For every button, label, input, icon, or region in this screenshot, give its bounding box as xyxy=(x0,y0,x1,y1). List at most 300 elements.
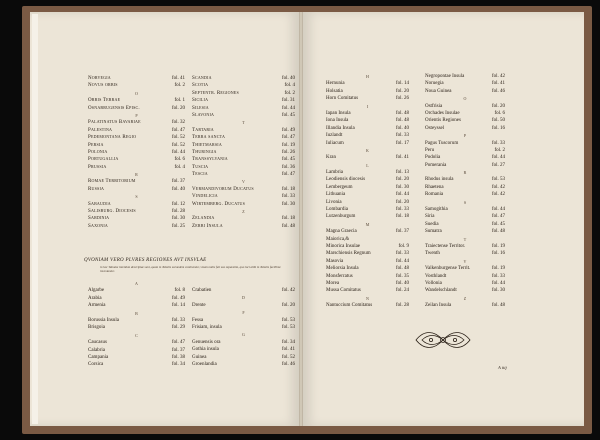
folio-number: fol. 33 xyxy=(491,140,505,146)
folio-number: fol. 45 xyxy=(281,157,295,163)
place-name: Polonia xyxy=(88,149,108,155)
index-entry xyxy=(192,354,295,361)
place-name: Romae Territorium xyxy=(88,179,136,185)
index-letter-heading: F xyxy=(242,310,245,316)
folio-number: fol. 47 xyxy=(281,172,295,178)
folio-number: fol. 42 xyxy=(281,288,295,293)
index-entry xyxy=(88,178,185,185)
index-entry xyxy=(88,215,185,222)
folio-number: fol. 52 xyxy=(171,135,185,141)
place-name: Iuzlandt xyxy=(326,133,343,139)
folio-number: fol. 38 xyxy=(171,354,185,360)
index-entry xyxy=(326,302,409,309)
place-name: Genuensis ora xyxy=(192,339,221,345)
folio-number: fol. 20 xyxy=(395,199,409,205)
folio-number: fol. 9 xyxy=(398,243,409,249)
index-entry xyxy=(192,223,295,230)
place-name: Septentr. Regiones xyxy=(192,90,239,96)
folio-number: fol. 8 xyxy=(174,288,185,294)
index-entry xyxy=(88,142,185,149)
index-letter-heading: O xyxy=(135,90,138,96)
place-name: Fessa xyxy=(192,317,204,323)
index-entry xyxy=(88,201,185,208)
index-entry xyxy=(88,295,185,302)
place-name: Osteyssel xyxy=(425,125,445,131)
folio-number: fol. 44 xyxy=(281,105,295,111)
index-entry xyxy=(192,215,295,222)
folio-number: fol. 33 xyxy=(395,133,409,139)
place-name: Sumatra xyxy=(425,229,442,235)
place-name: Iona Insula xyxy=(326,118,349,124)
folio-number: fol. 47 xyxy=(281,135,295,141)
place-name: Negropontae Insula xyxy=(425,74,465,79)
index-entry xyxy=(326,110,409,117)
folio-number: fol. 42 xyxy=(491,192,505,198)
folio-number: fol. 40 xyxy=(281,76,295,81)
index-entry xyxy=(88,223,185,230)
index-entry xyxy=(326,191,409,198)
folio-number: fol. 44 xyxy=(491,155,505,161)
index-entry xyxy=(192,75,295,82)
index-letter-heading: P xyxy=(463,133,467,139)
place-name: Guinea xyxy=(192,354,207,360)
index-entry xyxy=(192,105,295,112)
place-name: Palatinatus Bavariae xyxy=(88,120,141,126)
index-entry xyxy=(425,147,505,154)
place-name: Noua Guinea xyxy=(425,88,452,94)
folio-number: fol. 33 xyxy=(281,194,295,200)
index-entry xyxy=(88,208,185,215)
index-letter-heading: A xyxy=(135,281,138,286)
place-name: Arabia xyxy=(88,295,102,301)
folio-number: fol. 24 xyxy=(395,288,409,294)
folio-number: fol. 25 xyxy=(171,223,185,229)
place-name: Tescia xyxy=(192,172,208,178)
index-entry xyxy=(88,361,185,368)
folio-number: fol. 49 xyxy=(171,295,185,301)
place-name: Kran xyxy=(326,155,336,161)
index-column-left-bottom-1 xyxy=(88,280,185,369)
place-name: Novus orbis xyxy=(88,83,118,89)
index-entry xyxy=(88,82,185,89)
place-name: Corsica xyxy=(88,362,104,368)
index-entry xyxy=(192,361,295,368)
place-name: Saxonia xyxy=(88,223,108,229)
place-name: Slavonia xyxy=(192,112,215,118)
folio-number: fol. 34 xyxy=(281,339,295,345)
place-name: Osnabrugensis Episc. xyxy=(88,105,140,111)
place-name: Sardinia xyxy=(88,216,110,222)
folio-number: fol. 52 xyxy=(171,142,185,148)
index-entry xyxy=(425,140,505,147)
place-name: Silesia xyxy=(192,105,209,111)
index-entry xyxy=(425,88,505,95)
folio-number: fol. 44 xyxy=(395,192,409,198)
folio-number: fol. 31 xyxy=(281,98,295,104)
folio-number: fol. 45 xyxy=(491,221,505,227)
index-entry xyxy=(192,201,295,208)
ornament-vignette xyxy=(414,330,472,350)
folio-number: fol. 16 xyxy=(491,251,505,257)
book-gutter xyxy=(299,12,303,426)
folio-number: fol. 30 xyxy=(491,288,505,294)
place-name: Portugallia xyxy=(88,157,119,163)
index-entry xyxy=(88,127,185,134)
index-letter-heading: L xyxy=(366,162,369,168)
folio-number: fol. 4 xyxy=(174,164,185,170)
index-entry xyxy=(192,112,295,119)
place-name: Podolia xyxy=(425,155,441,161)
place-name: Vosthlandt xyxy=(425,273,447,279)
index-letter-heading: S xyxy=(135,194,138,200)
place-name: Lithuania xyxy=(326,192,346,198)
place-name: Brisgoia xyxy=(88,325,105,331)
index-entry xyxy=(88,324,185,331)
index-column-left-top-1 xyxy=(88,75,185,230)
place-name: Zeilan Insula xyxy=(425,303,452,309)
page-signature: A iiij xyxy=(498,365,507,370)
place-name: Thietmarsia xyxy=(192,142,222,148)
place-name: Valkenburgense Territ. xyxy=(425,266,471,272)
place-name: Gothia insula xyxy=(192,347,219,353)
index-entry xyxy=(192,287,295,294)
folio-number: fol. 44 xyxy=(395,258,409,264)
index-entry xyxy=(425,162,505,169)
index-letter-heading: R xyxy=(463,170,467,176)
place-name: Vindelicia xyxy=(192,194,218,200)
index-entry xyxy=(326,169,409,176)
place-name: Noruegia xyxy=(425,81,444,87)
index-entry xyxy=(326,206,409,213)
place-name: Zerbi Insula xyxy=(192,223,223,229)
folio-number: fol. 37 xyxy=(171,347,185,353)
folio-number: fol. 42 xyxy=(491,184,505,190)
index-entry xyxy=(192,302,295,309)
section-heading: QVONIAM VERO PLVRES REGIONES AVT INSVLAE xyxy=(84,258,207,263)
index-entry xyxy=(326,184,409,191)
index-entry xyxy=(192,127,295,134)
index-entry xyxy=(326,287,409,294)
folio-number: fol. 4 xyxy=(284,83,295,89)
index-entry xyxy=(88,119,185,126)
place-name: Orientis Regiones xyxy=(425,118,461,124)
folio-number: fol. 30 xyxy=(171,216,185,222)
folio-number: fol. 32 xyxy=(171,120,185,126)
folio-number: fol. 18 xyxy=(395,214,409,220)
place-name: Suedia xyxy=(425,221,439,227)
index-entry xyxy=(192,156,295,163)
place-name: Calabria xyxy=(88,347,105,353)
folio-number: fol. 20 xyxy=(171,105,185,111)
index-column-right-1 xyxy=(326,73,409,310)
place-name: Salisburg. Diocesis xyxy=(88,209,136,215)
folio-number: fol. 35 xyxy=(395,273,409,279)
index-entry xyxy=(326,258,409,265)
place-name: Scandia xyxy=(192,76,212,81)
index-entry xyxy=(192,346,295,353)
folio-number: fol. 47 xyxy=(171,127,185,133)
index-entry xyxy=(425,110,505,117)
index-letter-heading: O xyxy=(463,96,467,102)
folio-number: fol. 6 xyxy=(494,110,505,116)
index-entry xyxy=(326,140,409,147)
place-name: Traiectense Territor. xyxy=(425,243,466,249)
place-name: Romania xyxy=(425,192,444,198)
index-letter-heading: G xyxy=(242,332,245,338)
place-name: Transsylvania xyxy=(192,157,228,163)
folio-number: fol. 47 xyxy=(171,340,185,346)
folio-number: fol. 33 xyxy=(491,273,505,279)
folio-number: fol. 52 xyxy=(281,354,295,360)
folio-number: fol. 47 xyxy=(491,214,505,220)
index-entry xyxy=(192,142,295,149)
place-name: Zelandia xyxy=(192,216,215,222)
place-name: Russia xyxy=(88,186,105,192)
folio-number: fol. 34 xyxy=(171,362,185,368)
folio-number: fol. 44 xyxy=(491,207,505,213)
index-entry xyxy=(88,97,185,104)
index-letter-heading: R xyxy=(135,172,138,178)
index-entry xyxy=(425,191,505,198)
index-entry xyxy=(88,149,185,156)
index-entry xyxy=(326,236,409,243)
folio-number: fol. 33 xyxy=(395,207,409,213)
index-entry xyxy=(326,88,409,95)
index-letter-heading: S xyxy=(463,199,467,205)
index-entry xyxy=(326,213,409,220)
index-entry xyxy=(425,213,505,220)
index-entry xyxy=(192,339,295,346)
index-entry xyxy=(192,186,295,193)
index-entry xyxy=(425,302,505,309)
index-entry xyxy=(326,228,409,235)
place-name: Crabatien xyxy=(192,288,212,293)
place-name: Borussia Insula xyxy=(88,317,119,323)
folio-number: fol. 30 xyxy=(281,201,295,207)
index-entry xyxy=(425,250,505,257)
place-name: Iapan Insula xyxy=(326,110,351,116)
folio-number: fol. 48 xyxy=(491,229,505,235)
index-entry xyxy=(192,149,295,156)
index-entry xyxy=(192,134,295,141)
place-name: Masovia xyxy=(326,258,344,264)
index-letter-heading: P xyxy=(135,112,138,118)
place-name: Mussa Comitatus xyxy=(326,288,361,294)
index-entry xyxy=(425,176,505,183)
place-name: Maiorica,& xyxy=(326,236,350,242)
index-entry xyxy=(326,273,409,280)
index-letter-heading: Z xyxy=(242,209,245,215)
index-entry xyxy=(326,280,409,287)
place-name: Scotia xyxy=(192,83,209,89)
place-name: Pagus Tuscorum xyxy=(425,140,459,146)
index-entry xyxy=(192,193,295,200)
place-name: Frisiam, insula xyxy=(192,324,222,330)
folio-number: fol. 53 xyxy=(281,317,295,323)
folio-number: fol. 2 xyxy=(174,83,185,89)
folio-number: fol. 48 xyxy=(395,110,409,116)
place-name: Prussia xyxy=(88,164,107,170)
folio-number: fol. 6 xyxy=(174,157,185,163)
folio-number: fol. 41 xyxy=(491,81,505,87)
place-name: Rhaetena xyxy=(425,184,444,190)
index-entry xyxy=(88,164,185,171)
folio-number: fol. 12 xyxy=(171,201,185,207)
place-name: Lembergeum xyxy=(326,184,353,190)
place-name: Sabaudia xyxy=(88,201,111,207)
folio-number: fol. 53 xyxy=(491,177,505,183)
folio-number: fol. 20 xyxy=(395,177,409,183)
folio-number: fol. 48 xyxy=(395,118,409,124)
index-entry xyxy=(88,317,185,324)
folio-number: fol. 20 xyxy=(491,103,505,109)
place-name: Lambria xyxy=(326,170,343,176)
place-name: Persia xyxy=(88,142,104,148)
place-name: Vermandivorum Ducatus xyxy=(192,186,254,192)
place-name: Armenia xyxy=(88,303,106,309)
folio-number: fol. 40 xyxy=(395,280,409,286)
folio-number: fol. 17 xyxy=(395,140,409,146)
index-entry xyxy=(425,206,505,213)
place-name: Orchades Insulae xyxy=(425,110,460,116)
index-letter-heading: C xyxy=(135,332,138,338)
index-entry xyxy=(88,105,185,112)
index-entry xyxy=(326,265,409,272)
folio-number: fol. 33 xyxy=(395,251,409,257)
left-page-edge xyxy=(32,14,38,424)
place-name: Samogithia xyxy=(425,207,448,213)
index-entry xyxy=(88,339,185,346)
index-column-left-top-2 xyxy=(192,75,295,230)
place-name: Ostfrisia xyxy=(425,103,443,109)
folio-number: fol. 46 xyxy=(281,361,295,367)
folio-number: fol. 53 xyxy=(281,324,295,330)
index-letter-heading: T xyxy=(463,236,467,242)
place-name: Rhodus insula xyxy=(425,177,454,183)
folio-number: fol. 19 xyxy=(491,243,505,249)
place-name: Campania xyxy=(88,354,109,360)
index-entry xyxy=(326,250,409,257)
place-name: Palestina xyxy=(88,127,113,133)
index-entry xyxy=(88,134,185,141)
index-entry xyxy=(192,317,295,324)
folio-number: fol. 2 xyxy=(284,90,295,96)
place-name: Monsferratus xyxy=(326,273,353,279)
folio-number: fol. 20 xyxy=(281,302,295,308)
place-name: Siria xyxy=(425,214,435,220)
index-entry xyxy=(425,73,505,80)
index-entry xyxy=(425,125,505,132)
place-name: Thuringia xyxy=(192,149,217,155)
index-entry xyxy=(88,75,185,82)
folio-number: fol. 2 xyxy=(494,147,505,153)
folio-number: fol. 27 xyxy=(491,162,505,168)
index-entry xyxy=(88,302,185,309)
place-name: Horn Comitatus xyxy=(326,96,359,102)
place-name: Meliorsia Insula xyxy=(326,266,359,272)
index-letter-heading: D xyxy=(242,295,245,301)
folio-number: fol. 48 xyxy=(491,303,505,309)
index-entry xyxy=(425,80,505,87)
index-entry xyxy=(88,186,185,193)
folio-number: fol. 50 xyxy=(491,118,505,124)
folio-number: fol. 14 xyxy=(395,81,409,87)
folio-number: fol. 45 xyxy=(281,112,295,118)
place-name: Tuscia xyxy=(192,164,209,170)
folio-number: fol. 30 xyxy=(395,184,409,190)
place-name: Nantuccium Comitatus xyxy=(326,303,373,309)
folio-number: fol. 26 xyxy=(281,149,295,155)
place-name: Twenth xyxy=(425,251,440,257)
place-name: Peru xyxy=(425,147,435,153)
place-name: Drente xyxy=(192,302,206,308)
index-entry xyxy=(326,80,409,87)
index-entry xyxy=(192,97,295,104)
folio-number: fol. 49 xyxy=(281,127,295,133)
folio-number: fol. 20 xyxy=(395,88,409,94)
folio-number: fol. 19 xyxy=(491,266,505,272)
folio-number: fol. 41 xyxy=(395,155,409,161)
index-entry xyxy=(425,273,505,280)
place-name: Pedemontana Regio xyxy=(88,135,137,141)
index-entry xyxy=(425,243,505,250)
index-entry xyxy=(192,164,295,171)
folio-number: fol. 44 xyxy=(171,149,185,155)
index-letter-heading: M xyxy=(365,221,370,227)
index-entry xyxy=(425,287,505,294)
folio-number: fol. 33 xyxy=(171,317,185,323)
index-entry xyxy=(326,154,409,161)
folio-number: fol. 37 xyxy=(171,179,185,185)
folio-number: fol. 28 xyxy=(395,303,409,309)
folio-number: fol. 42 xyxy=(491,74,505,79)
place-name: Groenlandia xyxy=(192,361,217,367)
index-entry xyxy=(425,265,505,272)
place-name: Morea xyxy=(326,280,340,286)
place-name: Algarbe xyxy=(88,288,105,294)
folio-number: fol. 40 xyxy=(395,125,409,131)
folio-number: fol. 44 xyxy=(491,280,505,286)
place-name: Norvegia xyxy=(88,76,111,81)
folio-number: fol. 36 xyxy=(281,164,295,170)
index-entry xyxy=(326,125,409,132)
folio-number: fol. 48 xyxy=(281,223,295,229)
index-letter-heading: K xyxy=(366,147,369,153)
index-letter-heading: B xyxy=(135,310,138,316)
index-entry xyxy=(425,228,505,235)
index-entry xyxy=(425,117,505,124)
place-name: Vollonia xyxy=(425,280,442,286)
index-column-left-bottom-2 xyxy=(192,287,295,368)
place-name: Sicilia xyxy=(192,98,209,104)
folio-number: fol. 48 xyxy=(395,266,409,272)
folio-number: fol. 18 xyxy=(281,216,295,222)
folio-number: fol. 41 xyxy=(281,347,295,353)
index-entry xyxy=(326,243,409,250)
folio-number: fol. 13 xyxy=(395,170,409,176)
place-name: Wandelschlandt xyxy=(425,288,457,294)
place-name: Pomerania xyxy=(425,162,447,168)
index-entry xyxy=(326,95,409,102)
place-name: Lutzenburgum xyxy=(326,214,356,220)
index-entry xyxy=(425,221,505,228)
place-name: Orbis Terrae xyxy=(88,98,121,104)
index-entry xyxy=(192,324,295,331)
index-letter-heading: Z xyxy=(463,295,467,301)
index-entry xyxy=(88,347,185,354)
place-name: Marschiensis Regnum xyxy=(326,251,371,257)
index-entry xyxy=(326,132,409,139)
